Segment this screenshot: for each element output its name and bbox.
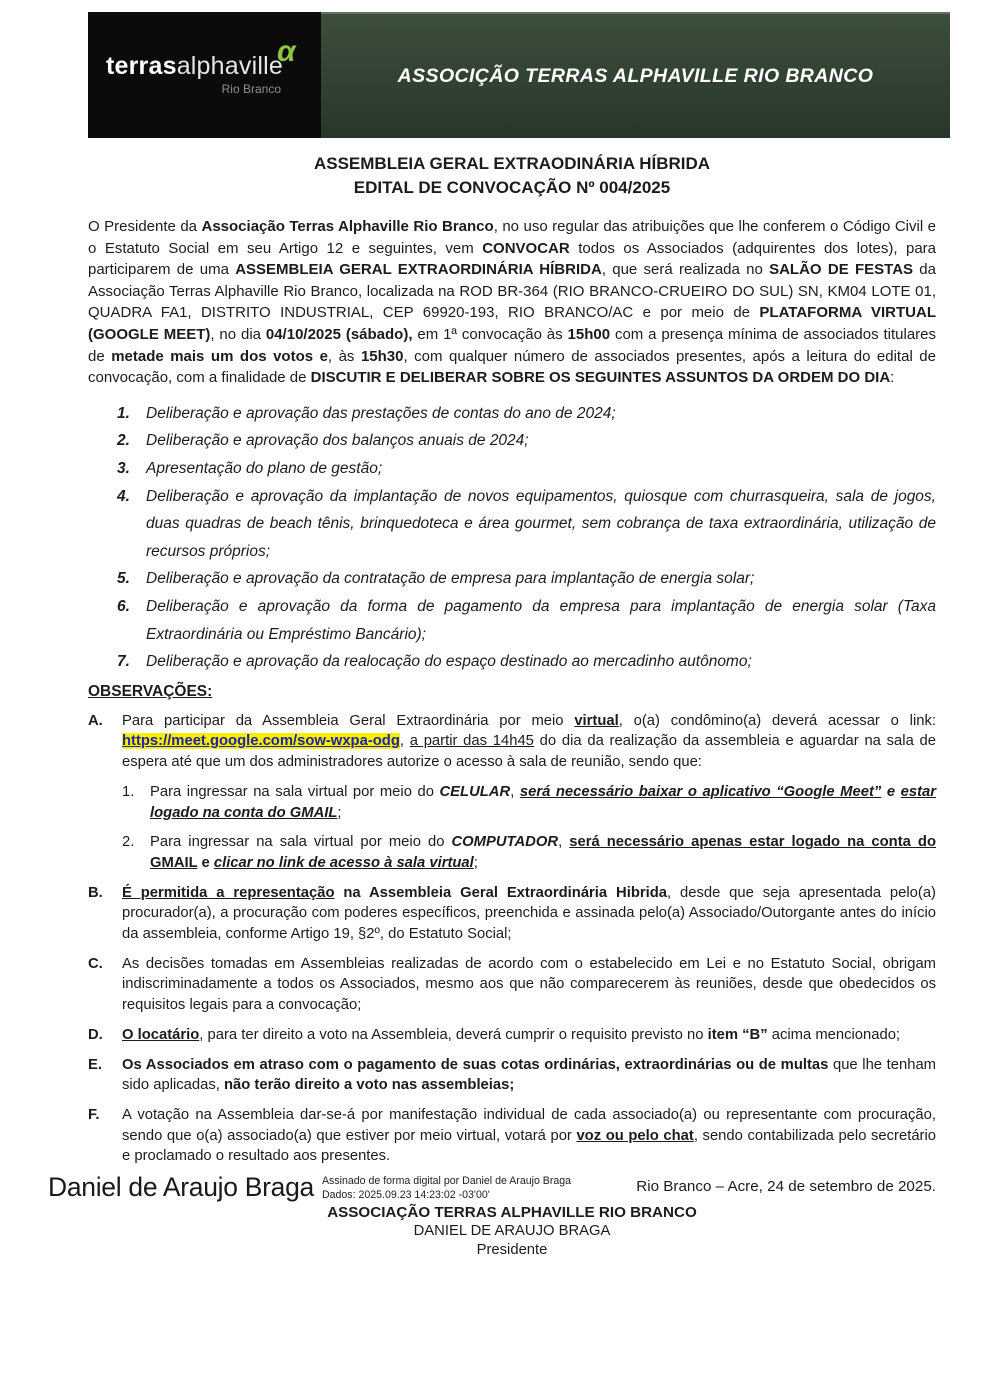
observation-label: F. [88,1106,100,1123]
place-and-date: Rio Branco – Acre, 24 de setembro de 2025. [636,1178,936,1196]
subitem-text: Para ingressar na sala virtual por meio do CELULAR, será necessário baixar o aplicativo “Google Meet” e estar logado na conta do GMAIL; [150,783,936,821]
observation-text: O locatário, para ter direito a voto na Assembleia, deverá cumprir o requisito previsto no item “B” acima mencionado; [122,1026,901,1043]
observation-text: As decisões tomadas em Assembleias realizadas de acordo com o estabelecido em Lei e no Estatuto Social, obrigam indiscriminadamente a todos os Associados, mesmo aos que não comparecerem às reuniões, desde que obedecidos os requisitos legais para a convocação; [122,955,936,1014]
agenda-item-text: Deliberação e aprovação da contratação de empresa para implantação de energia solar; [146,570,755,588]
agenda-item-1 [117,400,936,428]
agenda-item-number: 2. [117,432,130,450]
document-title [88,152,936,200]
observation-d [88,1025,936,1046]
digital-signature-name: Daniel de Araujo Braga [48,1172,314,1203]
observation-label: E. [88,1056,102,1073]
footer-president-role: Presidente [476,1242,548,1259]
agenda-item-7 [117,648,936,676]
meet-link[interactable]: https://meet.google.com/sow-wxpa-odg [122,733,400,750]
agenda-item-number: 1. [117,404,130,422]
agenda-item-number: 4. [117,487,130,505]
agenda-item-text: Deliberação e aprovação das prestações de contas do ano de 2024; [146,404,616,422]
agenda-item-5 [117,565,936,593]
agenda-list [88,400,936,676]
observation-label: B. [88,884,103,901]
digital-signature-timestamp: Dados: 2025.09.23 14:23:02 -03'00' [321,1188,490,1201]
observation-a [88,711,936,773]
observation-c [88,954,936,1016]
agenda-item-text: Deliberação e aprovação da implantação de novos equipamentos, quiosque com churrasqueira, sala de jogos, duas quadras de beach tênis, brinquedoteca e área gourmet, sem cobrança de taxa extraordinária, utilização de recursos próprios; [146,487,936,560]
digital-signature-attestation: Assinado de forma digital por Daniel de Araujo Braga [321,1175,572,1188]
footer-president-name: DANIEL DE ARAUJO BRAGA [413,1223,611,1240]
observation-text: Os Associados em atraso com o pagamento de suas cotas ordinárias, extraordinárias ou de multas que lhe tenham sido aplicadas, não terão direito a voto nas assembleias; [122,1056,937,1094]
observation-a-subitem-1 [122,782,936,823]
terras-alphaville-logo [88,12,321,138]
logo-wordmark: terrasalphavilleα [106,35,296,80]
observation-f [88,1105,936,1167]
observation-text: É permitida a representação na Assembleia Geral Extraordinária Hibrida, desde que seja apresentada pelo(a) procurador(a), a procuração com poderes específicos, preenchida e assinada pelo(a) Associado/Outorgante antes do início da assembleia, conforme Artigo 19, §2º, do Estatuto Social; [122,884,936,943]
digital-signature-details [322,1175,580,1202]
observations-heading [88,681,936,702]
logo-region-text: Rio Branco [221,82,281,96]
observation-label: C. [88,955,103,972]
agenda-item-number: 6. [117,597,130,615]
observation-b [88,883,936,945]
agenda-item-4 [117,483,936,566]
observations-heading-text: OBSERVAÇÕES: [88,682,213,700]
logo-alphaville-text: alphaville [176,52,283,80]
title-line-1: ASSEMBLEIA GERAL EXTRAODINÁRIA HÍBRIDA [313,154,711,173]
agenda-item-text: Deliberação e aprovação da forma de pagamento da empresa para implantação de energia solar (Taxa Extraordinária ou Empréstimo Bancário); [146,597,936,643]
agenda-item-number: 7. [117,653,130,671]
agenda-item-number: 5. [117,570,130,588]
document-header [88,12,950,138]
observation-a-subitem-2 [122,832,936,873]
agenda-item-6 [117,593,936,648]
agenda-item-text: Deliberação e aprovação da realocação do espaço destinado ao mercadinho autônomo; [146,653,752,671]
observation-label: D. [88,1026,103,1043]
observation-text: Para participar da Assembleia Geral Extraordinária por meio virtual, o(a) condômino(a) deverá acessar o link: https://meet.google.com/sow-wxpa-odg, a partir das 14h45 do dia da realização da assembleia e aguardar na sala de espera até que um dos administradores autorize o acesso à sala de reunião, sendo que: [122,712,936,771]
agenda-item-2 [117,427,936,455]
agenda-item-text: Deliberação e aprovação dos balanços anuais de 2024; [146,432,529,450]
observation-text: A votação na Assembleia dar-se-á por manifestação individual de cada associado(a) ou representante com procuração, sendo que o(a) associado(a) que estiver por meio virtual, votará por voz ou pelo chat, sendo contabilizada pelo secretário e proclamado o resultado aos presentes. [122,1106,936,1165]
subitem-number: 2. [122,834,135,851]
observation-label: A. [88,712,103,729]
subitem-number: 1. [122,783,135,800]
subitem-text: Para ingressar na sala virtual por meio do COMPUTADOR, será necessário apenas estar logado na conta do GMAIL e clicar no link de acesso à sala virtual; [150,834,936,871]
observation-e [88,1055,936,1096]
agenda-item-number: 3. [117,459,130,477]
agenda-item-3 [117,455,936,483]
signature-row [48,1172,936,1203]
association-banner [321,12,950,138]
footer-association-name: ASSOCIAÇÃO TERRAS ALPHAVILLE RIO BRANCO [327,1204,697,1222]
association-banner-title: ASSOCIÇÃO TERRAS ALPHAVILLE RIO BRANCO [397,64,874,87]
intro-paragraph: O Presidente da Associação Terras Alphaville Rio Branco, no uso regular das atribuições que lhe conferem o Código Civil e o Estatuto Social em seu Artigo 12 e seguintes, vem CONVOCAR todos os Associados (adquirentes dos lotes), para participarem de uma ASSEMBLEIA GERAL EXTRAORDINÁRIA HÍBRIDA, que será realizada no SALÃO DE FESTAS da Associação Terras Alphaville Rio Branco, localizada na ROD BR-364 (RIO BRANCO-CRUEIRO DO SUL) SN, KM04 LOTE 01, QUADRA FA1, DISTRITO INDUSTRIAL, CEP 69920-193, RIO BRANCO/AC e por meio de PLATAFORMA VIRTUAL (GOOGLE MEET), no dia 04/10/2025 (sábado), em 1ª convocação às 15h00 com a presença mínima de associados titulares de metade mais um dos votos e, às 15h30, com qualquer número de associados presentes, após a leitura do edital de convocação, com a finalidade de DISCUTIR E DELIBERAR SOBRE OS SEGUINTES ASSUNTOS DA ORDEM DO DIA: [88,218,937,387]
agenda-item-text: Apresentação do plano de gestão; [146,459,383,477]
title-line-2: EDITAL DE CONVOCAÇÃO Nº 004/2025 [353,178,671,197]
logo-terras-text: terras [106,52,177,80]
